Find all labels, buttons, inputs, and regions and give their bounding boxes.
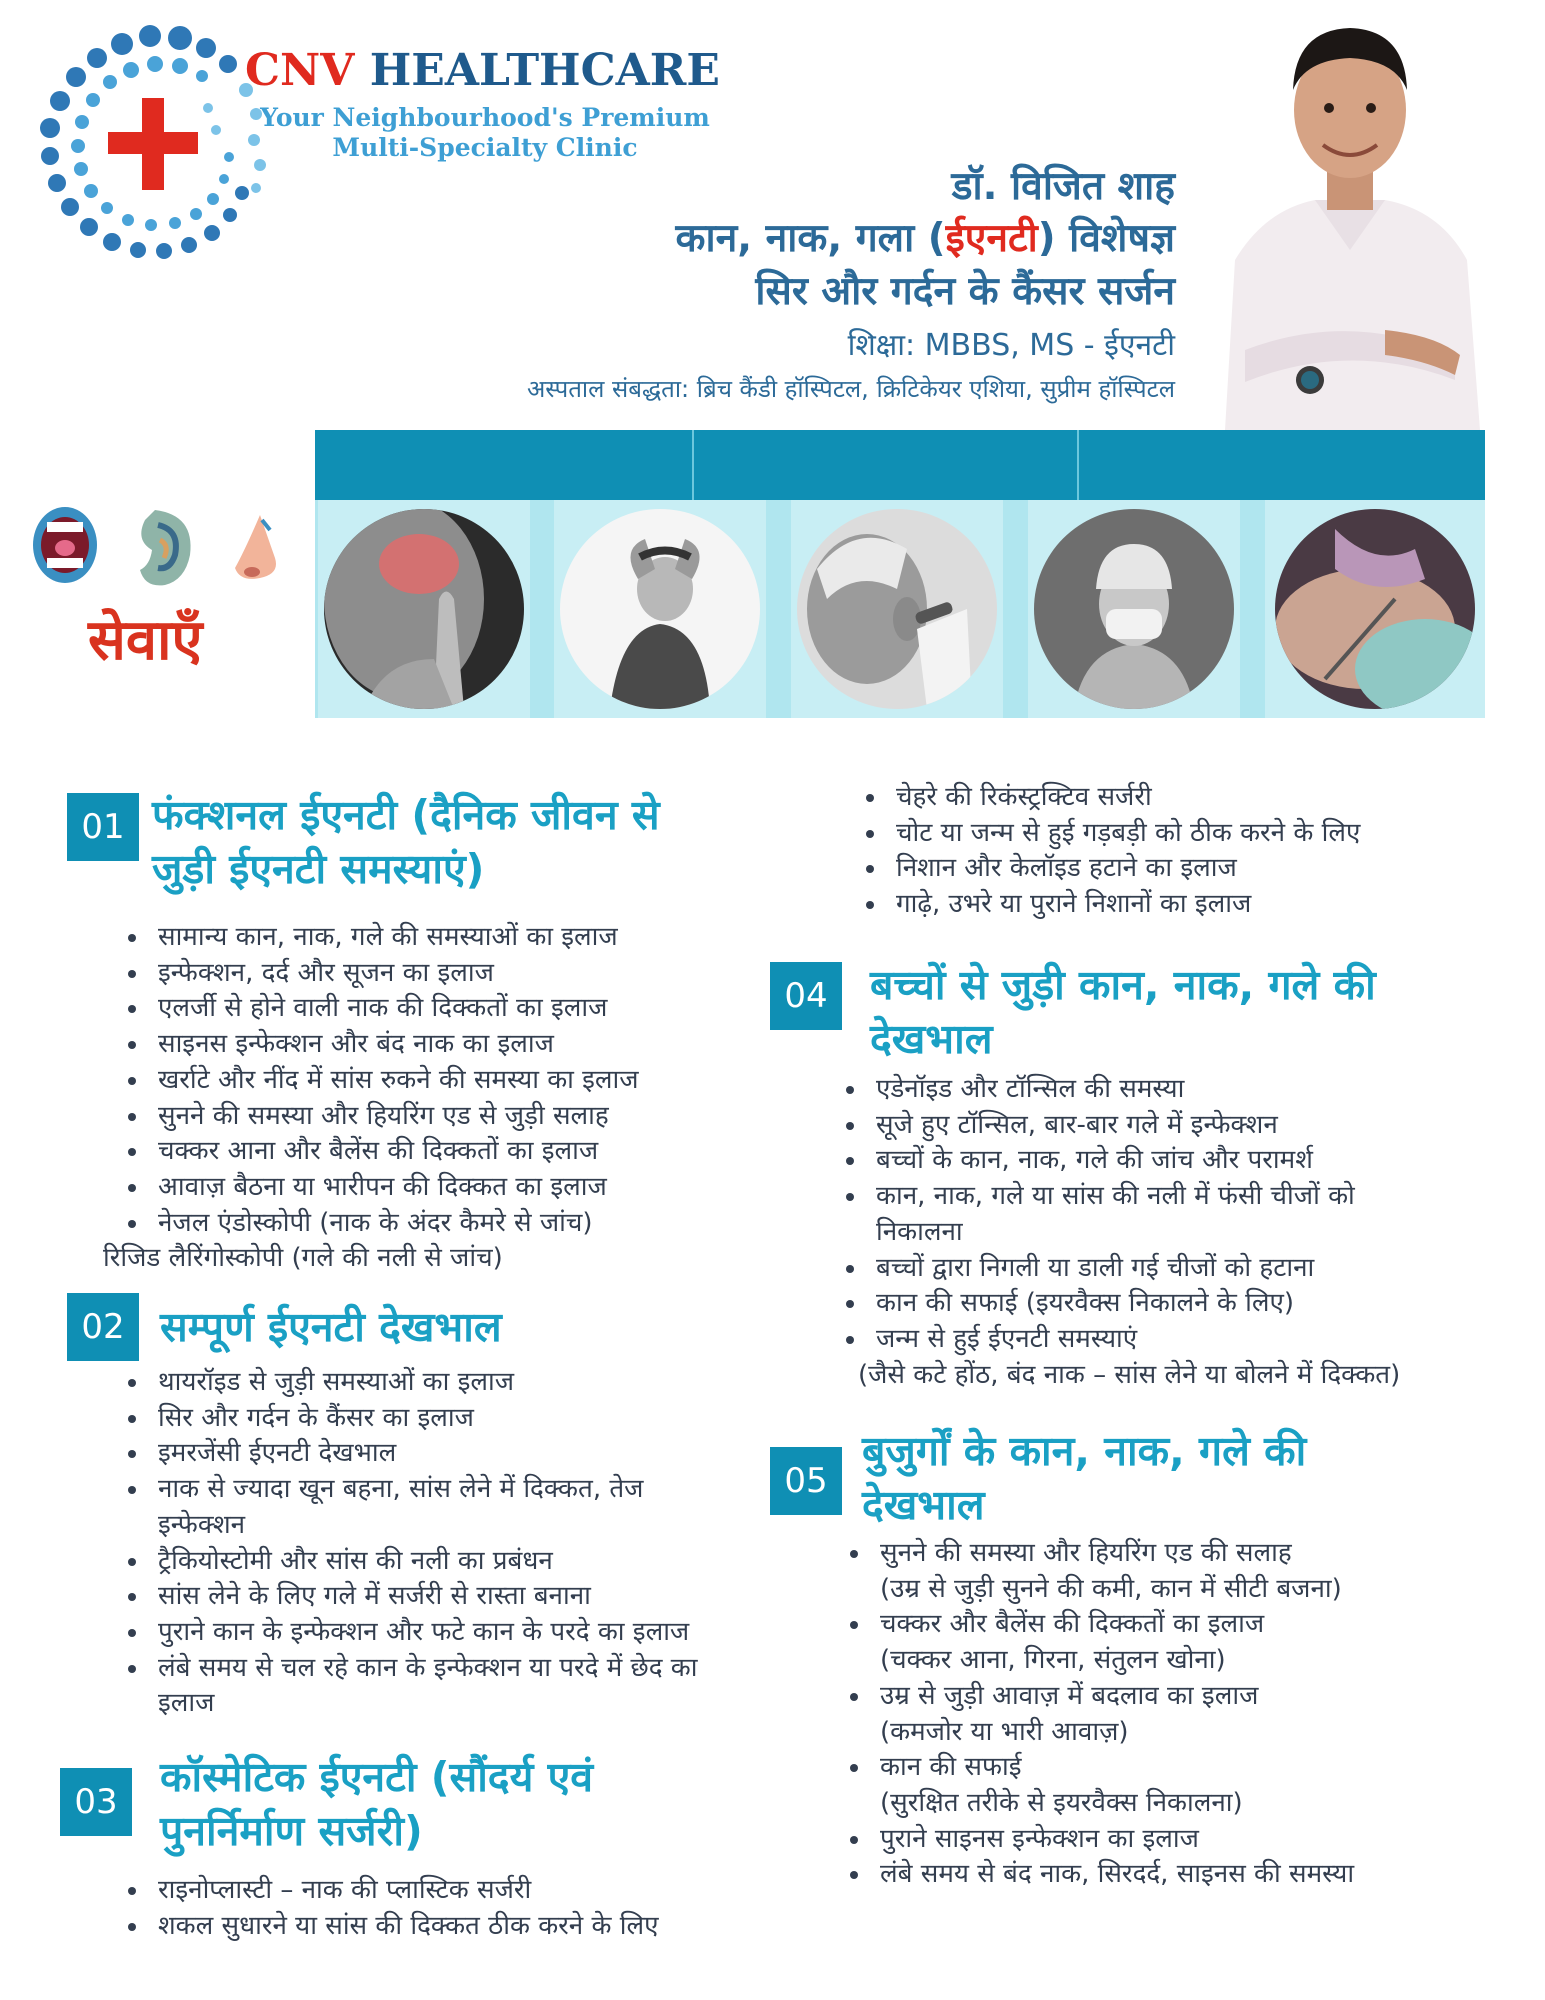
list-item: • कान की सफाई (इयरवैक्स निकालने के लिए): [868, 1286, 1355, 1322]
service-tile-3: [791, 500, 1003, 718]
list-item-text: उम्र से जुड़ी आवाज़ में बदलाव का इलाज: [880, 1680, 1259, 1711]
section-list-04: [828, 1072, 1355, 1358]
list-item: • पुराने कान के इन्फेक्शन और फटे कान के परदे का इलाज: [150, 1615, 698, 1651]
section-list-03b: [848, 780, 1360, 923]
list-item: [868, 1179, 1355, 1250]
doctor-name: डॉ. विजित शाह: [951, 164, 1175, 209]
list-item-cont: निकालना: [876, 1216, 963, 1247]
list-item: • सांस लेने के लिए गले में सर्जरी से रास्ता बनाना: [150, 1579, 698, 1615]
doctor-hospitals: अस्पताल संबद्धता: ब्रिच कैंडी हॉस्पिटल, क्रिटिकेयर एशिया, सुप्रीम हॉस्पिटल: [526, 375, 1175, 403]
list-item: [150, 1472, 698, 1543]
list-item: • सुनने की समस्या और हियरिंग एड से जुड़ी सलाह: [150, 1099, 639, 1135]
service-tile-4: [1028, 500, 1240, 718]
list-item: • साइनस इन्फेक्शन और बंद नाक का इलाज: [150, 1027, 639, 1063]
list-item: • आवाज़ बैठना या भारीपन की दिक्कत का इलाज: [150, 1170, 639, 1206]
ear-exam-image: [797, 509, 997, 709]
section-title-01-line-1: फंक्शनल ईएनटी (दैनिक जीवन से: [152, 791, 660, 839]
section-number-02: 02: [67, 1293, 139, 1361]
list-item-text: चक्कर और बैलेंस की दिक्कतों का इलाज: [880, 1609, 1265, 1640]
ear-icon: [140, 510, 191, 585]
list-item-cont: (कमजोर या भारी आवाज़): [880, 1716, 1129, 1747]
section-title-01: [152, 788, 660, 896]
brand-name-cnv: CNV: [245, 45, 355, 96]
services-heading: सेवाएँ: [88, 608, 203, 673]
section-04-cont: (जैसे कटे होंठ, बंद नाक – सांस लेने या बोलने में दिक्कत): [858, 1360, 1401, 1390]
doctor-surgeon: सिर और गर्दन के कैंसर सर्जन: [755, 269, 1175, 314]
brand-name-healthcare: HEALTHCARE: [369, 45, 720, 96]
doctor-specialty-ent: ईएनटी: [945, 216, 1038, 261]
nose-pain-image: [324, 509, 524, 709]
list-item: • चेहरे की रिकंस्ट्रक्टिव सर्जरी: [888, 780, 1360, 816]
list-item: • शकल सुधारने या सांस की दिक्कत ठीक करने के लिए: [150, 1909, 658, 1945]
list-item-text: कान की सफाई: [880, 1752, 1022, 1783]
section-title-04-line-2: देखभाल: [870, 1015, 993, 1063]
list-item: • सिर और गर्दन के कैंसर का इलाज: [150, 1401, 698, 1437]
list-item: • जन्म से हुई ईएनटी समस्याएं: [868, 1322, 1355, 1358]
doctor-specialty: [676, 210, 1175, 263]
list-item: • नेजल एंडोस्कोपी (नाक के अंदर कैमरे से जांच): [150, 1206, 639, 1242]
tagline-line-1: Your Neighbourhood's Premium: [260, 103, 710, 132]
list-item: • पुराने साइनस इन्फेक्शन का इलाज: [872, 1822, 1354, 1858]
list-item: • इन्फेक्शन, दर्द और सूजन का इलाज: [150, 956, 639, 992]
doctor-specialty-pre: कान, नाक, गला (: [675, 216, 946, 261]
list-item: • लंबे समय से बंद नाक, सिरदर्द, साइनस की समस्या: [872, 1857, 1354, 1893]
section-list-03a: [110, 1873, 658, 1944]
section-number-04: 04: [770, 962, 842, 1030]
list-item: [150, 1651, 698, 1722]
list-item: [872, 1536, 1354, 1607]
section-title-02: सम्पूर्ण ईएनटी देखभाल: [160, 1303, 502, 1351]
section-title-05-line-2: देखभाल: [862, 1481, 985, 1529]
section-number-01: 01: [67, 793, 139, 861]
section-title-04: [870, 958, 1376, 1066]
nasal-surgery-image: [1275, 509, 1475, 709]
section-title-04-line-1: बच्चों से जुड़ी कान, नाक, गले की: [870, 961, 1376, 1009]
brand-name: [245, 45, 720, 96]
list-item: • ट्रैकियोस्टोमी और सांस की नली का प्रबंधन: [150, 1544, 698, 1580]
section-list-05: [832, 1536, 1354, 1893]
list-item: [872, 1607, 1354, 1678]
list-item: • सामान्य कान, नाक, गले की समस्याओं का इलाज: [150, 920, 639, 956]
list-item: • चक्कर आना और बैलेंस की दिक्कतों का इलाज: [150, 1134, 639, 1170]
headache-image: [560, 509, 760, 709]
section-title-03-line-2: पुनर्निर्माण सर्जरी): [160, 1807, 423, 1855]
service-tile-1: [318, 500, 530, 718]
list-item: • राइनोप्लास्टी – नाक की प्लास्टिक सर्जरी: [150, 1873, 658, 1909]
list-item-text: लंबे समय से चल रहे कान के इन्फेक्शन या परदे में छेद का: [158, 1652, 698, 1683]
section-title-01-line-2: जुड़ी ईएनटी समस्याएं): [152, 845, 485, 893]
list-item: • एडेनॉइड और टॉन्सिल की समस्या: [868, 1072, 1355, 1108]
list-item-text: नाक से ज्यादा खून बहना, सांस लेने में दिक्कत, तेज: [158, 1474, 644, 1505]
section-number-05: 05: [770, 1447, 842, 1515]
section-01-extra: रिजिड लैरिंगोस्कोपी (गले की नली से जांच): [103, 1243, 503, 1273]
list-item-cont: इलाज: [158, 1688, 215, 1719]
mouth-icon: [33, 507, 97, 583]
list-item-text: सुनने की समस्या और हियरिंग एड की सलाह: [880, 1538, 1292, 1568]
section-list-02: [110, 1365, 698, 1722]
ent-icons: [30, 500, 280, 600]
list-item: • बच्चों के कान, नाक, गले की जांच और परामर्श: [868, 1143, 1355, 1179]
tagline-line-2: Multi-Specialty Clinic: [332, 133, 638, 162]
doctor-specialty-post: ) विशेषज्ञ: [1037, 216, 1175, 261]
section-list-01: [110, 920, 639, 1241]
section-title-03-line-1: कॉस्मेटिक ईएनटी (सौंदर्य एवं: [160, 1753, 594, 1801]
service-tile-2: [554, 500, 766, 718]
section-title-03: [160, 1750, 593, 1858]
list-item-cont: (चक्कर आना, गिरना, संतुलन खोना): [880, 1645, 1226, 1676]
list-item: • निशान और केलॉइड हटाने का इलाज: [888, 851, 1360, 887]
list-item: • गाढ़े, उभरे या पुराने निशानों का इलाज: [888, 887, 1360, 923]
list-item: [872, 1679, 1354, 1750]
surgeon-image: [1034, 509, 1234, 709]
service-tile-5: [1265, 500, 1485, 718]
services-banner-top: [315, 430, 1485, 500]
section-title-05-line-1: बुजुर्गों के कान, नाक, गले की: [862, 1427, 1307, 1475]
list-item-cont: (सुरक्षित तरीके से इयरवैक्स निकालना): [880, 1787, 1243, 1818]
doctor-photo: [1205, 10, 1495, 430]
list-item-text: कान, नाक, गले या सांस की नली में फंसी चीजों को: [876, 1181, 1355, 1212]
list-item: • सूजे हुए टॉन्सिल, बार-बार गले में इन्फेक्शन: [868, 1108, 1355, 1144]
list-item: • थायरॉइड से जुड़ी समस्याओं का इलाज: [150, 1365, 698, 1401]
list-item: • बच्चों द्वारा निगली या डाली गई चीजों को हटाना: [868, 1251, 1355, 1287]
list-item: • एलर्जी से होने वाली नाक की दिक्कतों का इलाज: [150, 991, 639, 1027]
list-item: [872, 1750, 1354, 1821]
list-item-cont: (उम्र से जुड़ी सुनने की कमी, कान में सीटी बजना): [880, 1573, 1342, 1604]
list-item: • इमरजेंसी ईएनटी देखभाल: [150, 1436, 698, 1472]
doctor-education: शिक्षा: MBBS, MS - ईएनटी: [847, 328, 1175, 363]
brand-tagline: [255, 103, 715, 163]
section-number-03: 03: [60, 1768, 132, 1836]
list-item: • खर्राटे और नींद में सांस रुकने की समस्या का इलाज: [150, 1063, 639, 1099]
nose-icon: [235, 515, 276, 579]
list-item-cont: इन्फेक्शन: [158, 1509, 246, 1540]
list-item: • चोट या जन्म से हुई गड़बड़ी को ठीक करने के लिए: [888, 816, 1360, 852]
section-title-05: [862, 1424, 1306, 1532]
